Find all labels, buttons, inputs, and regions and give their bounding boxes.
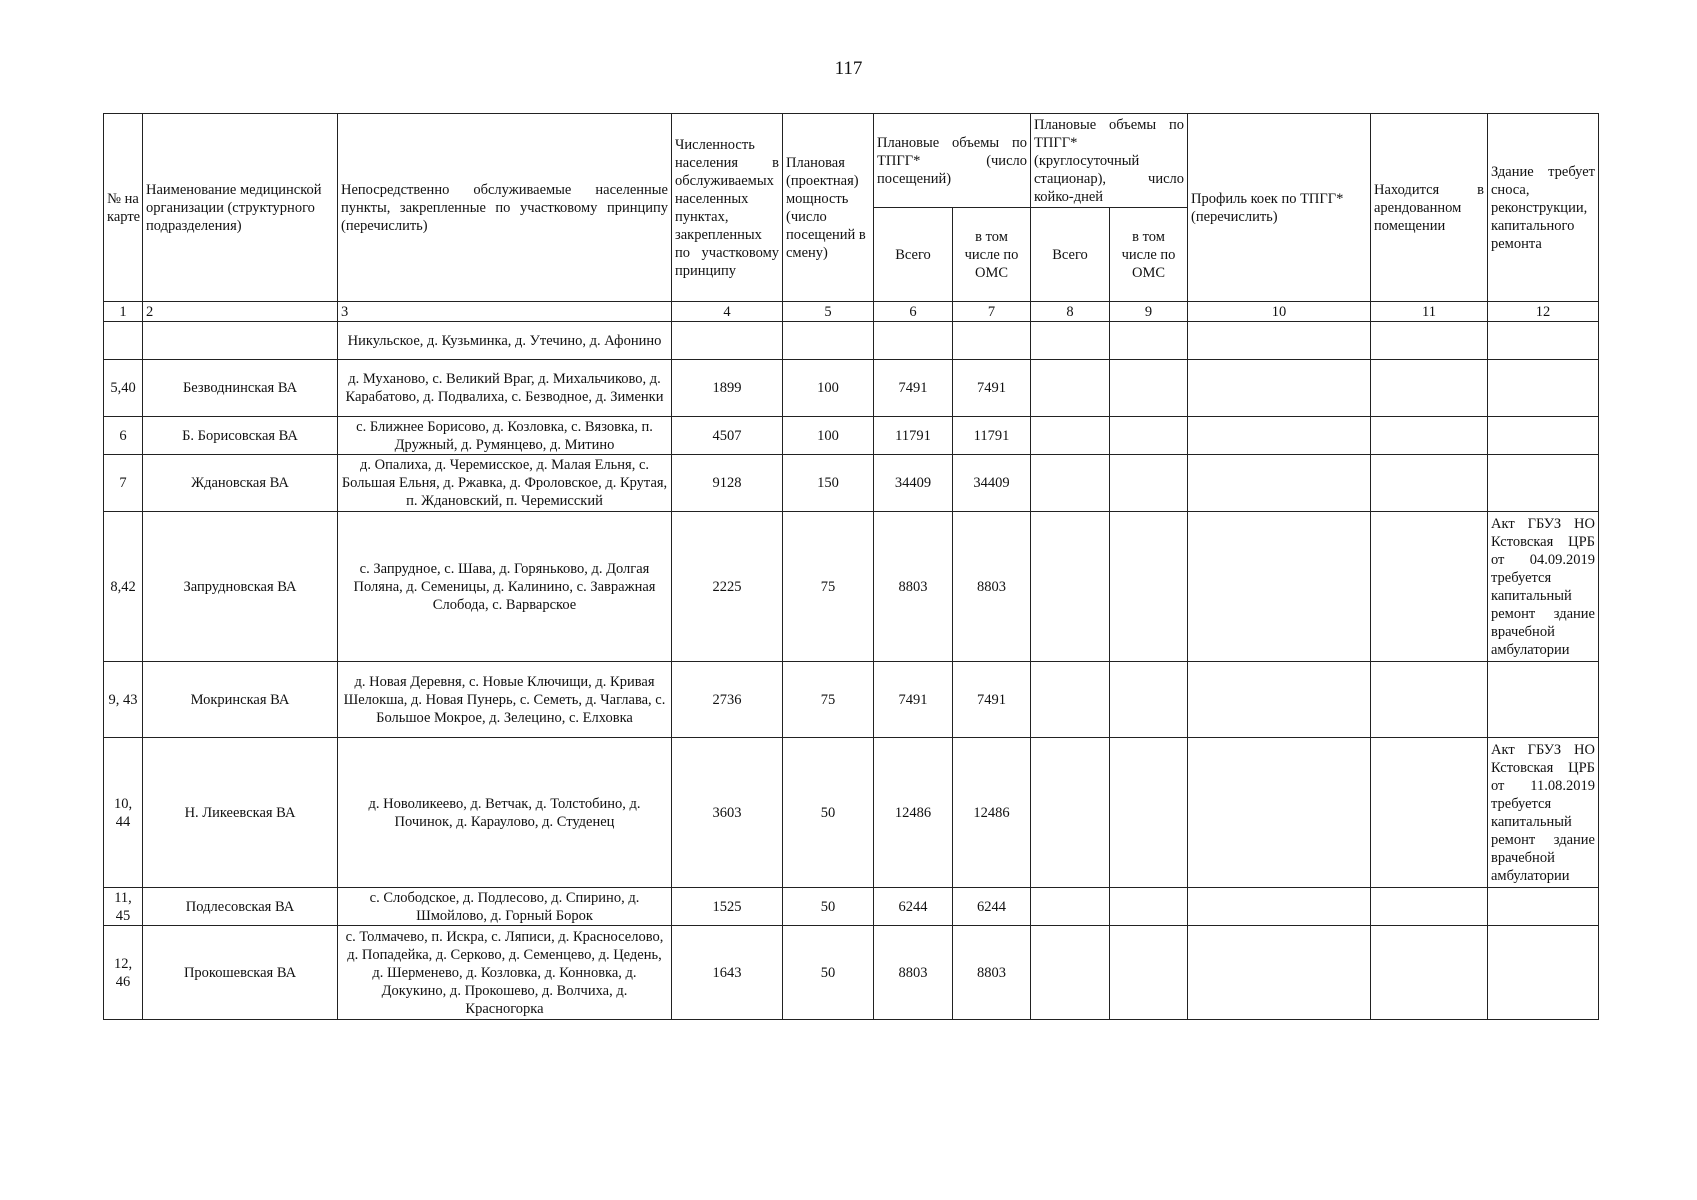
row-visits-total: 7491 (874, 662, 953, 738)
row-settlements: с. Слободское, д. Подлесово, д. Спирино, д. Шмойлово, д. Горный Борок (338, 888, 672, 926)
row-settlements: Никульское, д. Кузьминка, д. Утечино, д. Афонино (338, 322, 672, 360)
row-settlements: с. Запрудное, с. Шава, д. Горяньково, д. Долгая Поляна, д. Семеницы, д. Калинино, с. Завражная Слобода, с. Варварское (338, 512, 672, 662)
row-rented (1371, 322, 1488, 360)
row-beddays-total (1031, 417, 1110, 455)
column-number: 5 (783, 302, 874, 322)
row-visits-total (874, 322, 953, 360)
row-capacity: 50 (783, 738, 874, 888)
header-repair: Здание требует сноса, реконструкции, капитального ремонта (1488, 114, 1599, 302)
row-beddays-total (1031, 888, 1110, 926)
row-organization: Запрудновская ВА (143, 512, 338, 662)
row-rented (1371, 455, 1488, 512)
row-map-number: 7 (104, 455, 143, 512)
row-beddays-oms (1110, 455, 1188, 512)
row-visits-oms: 8803 (953, 926, 1031, 1020)
header-capacity: Плановая (проектная) мощность (число посещений в смену) (783, 114, 874, 302)
row-visits-oms: 11791 (953, 417, 1031, 455)
row-beddays-total (1031, 322, 1110, 360)
row-beddays-oms (1110, 888, 1188, 926)
row-rented (1371, 926, 1488, 1020)
row-bed-profile (1188, 512, 1371, 662)
row-beddays-total (1031, 512, 1110, 662)
row-beddays-oms (1110, 738, 1188, 888)
column-number-row (104, 302, 1599, 322)
row-capacity: 50 (783, 926, 874, 1020)
row-beddays-oms (1110, 360, 1188, 417)
row-capacity: 100 (783, 360, 874, 417)
row-bed-profile (1188, 888, 1371, 926)
row-bed-profile (1188, 926, 1371, 1020)
row-visits-total: 12486 (874, 738, 953, 888)
table-row (104, 888, 1599, 926)
column-number: 2 (143, 302, 338, 322)
row-organization: Подлесовская ВА (143, 888, 338, 926)
header-visits-oms: в том числе по ОМС (953, 208, 1031, 302)
column-number: 7 (953, 302, 1031, 322)
header-organization: Наименование медицинской организации (структурного подразделения) (143, 114, 338, 302)
header-bed-profile: Профиль коек по ТПГГ* (перечислить) (1188, 114, 1371, 302)
row-bed-profile (1188, 360, 1371, 417)
row-beddays-total (1031, 455, 1110, 512)
row-bed-profile (1188, 455, 1371, 512)
row-rented (1371, 662, 1488, 738)
row-rented (1371, 738, 1488, 888)
row-beddays-oms (1110, 512, 1188, 662)
row-population: 2225 (672, 512, 783, 662)
row-settlements: с. Толмачево, п. Искра, с. Ляписи, д. Красноселово, д. Попадейка, д. Серково, д. Семенцево, д. Цедень, д. Шерменево, д. Козловка, д. Конновка, д. Докукино, д. Прокошево, д. Волчиха, д. Красногорка (338, 926, 672, 1020)
row-repair-note (1488, 926, 1599, 1020)
row-map-number: 5,40 (104, 360, 143, 417)
page-number: 117 (834, 58, 863, 79)
row-repair-note (1488, 360, 1599, 417)
row-organization: Прокошевская ВА (143, 926, 338, 1020)
row-visits-oms: 12486 (953, 738, 1031, 888)
row-visits-total: 8803 (874, 926, 953, 1020)
row-population: 1899 (672, 360, 783, 417)
row-repair-note (1488, 417, 1599, 455)
row-beddays-oms (1110, 417, 1188, 455)
column-number: 4 (672, 302, 783, 322)
row-capacity: 100 (783, 417, 874, 455)
row-organization: Безводнинская ВА (143, 360, 338, 417)
column-number: 1 (104, 302, 143, 322)
row-map-number: 9, 43 (104, 662, 143, 738)
row-map-number: 10, 44 (104, 738, 143, 888)
row-repair-note: Акт ГБУЗ НО Кстовская ЦРБ от 04.09.2019 требуется капитальный ремонт здание врачебной амбулатории (1488, 512, 1599, 662)
row-organization: Мокринская ВА (143, 662, 338, 738)
header-planned-beddays: Плановые объемы по ТПГГ* (круглосуточный стационар), число койко-дней (1031, 114, 1188, 208)
row-visits-total: 7491 (874, 360, 953, 417)
row-capacity: 75 (783, 512, 874, 662)
row-visits-total: 6244 (874, 888, 953, 926)
header-beddays-oms: в том числе по ОМС (1110, 208, 1188, 302)
header-map-number: № на карте (104, 114, 143, 302)
row-repair-note (1488, 322, 1599, 360)
row-visits-total: 11791 (874, 417, 953, 455)
row-bed-profile (1188, 417, 1371, 455)
row-organization: Н. Ликеевская ВА (143, 738, 338, 888)
row-map-number: 8,42 (104, 512, 143, 662)
row-rented (1371, 512, 1488, 662)
row-capacity: 50 (783, 888, 874, 926)
row-organization: Ждановская ВА (143, 455, 338, 512)
row-beddays-total (1031, 662, 1110, 738)
row-bed-profile (1188, 322, 1371, 360)
column-number: 6 (874, 302, 953, 322)
row-population: 3603 (672, 738, 783, 888)
row-map-number (104, 322, 143, 360)
row-population: 1525 (672, 888, 783, 926)
header-beddays-total: Всего (1031, 208, 1110, 302)
table-row (104, 417, 1599, 455)
row-capacity: 75 (783, 662, 874, 738)
row-visits-oms: 34409 (953, 455, 1031, 512)
row-repair-note (1488, 662, 1599, 738)
column-number: 11 (1371, 302, 1488, 322)
row-population: 4507 (672, 417, 783, 455)
table-row (104, 455, 1599, 512)
row-repair-note (1488, 888, 1599, 926)
row-organization (143, 322, 338, 360)
row-bed-profile (1188, 662, 1371, 738)
row-bed-profile (1188, 738, 1371, 888)
table-row (104, 322, 1599, 360)
table-row (104, 738, 1599, 888)
row-visits-oms: 7491 (953, 662, 1031, 738)
header-population: Численность населения в обслуживаемых населенных пунктах, закрепленных по участковому принципу (672, 114, 783, 302)
table-row (104, 360, 1599, 417)
row-visits-oms: 7491 (953, 360, 1031, 417)
row-organization: Б. Борисовская ВА (143, 417, 338, 455)
row-map-number: 11, 45 (104, 888, 143, 926)
row-settlements: д. Муханово, с. Великий Враг, д. Михальчиково, д. Карабатово, д. Подвалиха, с. Безводное, д. Зименки (338, 360, 672, 417)
table-row (104, 512, 1599, 662)
row-settlements: д. Новая Деревня, с. Новые Ключищи, д. Кривая Шелокша, д. Новая Пунерь, с. Семеть, д. Чаглава, с. Большое Мокрое, д. Зелецино, с. Елховка (338, 662, 672, 738)
row-beddays-total (1031, 738, 1110, 888)
row-visits-oms: 8803 (953, 512, 1031, 662)
row-beddays-total (1031, 926, 1110, 1020)
column-number: 9 (1110, 302, 1188, 322)
row-visits-oms: 6244 (953, 888, 1031, 926)
row-map-number: 12, 46 (104, 926, 143, 1020)
row-repair-note (1488, 455, 1599, 512)
table-row (104, 926, 1599, 1020)
row-population: 2736 (672, 662, 783, 738)
row-population: 9128 (672, 455, 783, 512)
row-beddays-oms (1110, 926, 1188, 1020)
row-rented (1371, 360, 1488, 417)
row-rented (1371, 888, 1488, 926)
row-visits-total: 8803 (874, 512, 953, 662)
row-capacity: 150 (783, 455, 874, 512)
table-row (104, 662, 1599, 738)
row-settlements: д. Новоликеево, д. Ветчак, д. Толстобино, д. Починок, д. Караулово, д. Студенец (338, 738, 672, 888)
row-beddays-oms (1110, 662, 1188, 738)
row-beddays-total (1031, 360, 1110, 417)
row-beddays-oms (1110, 322, 1188, 360)
row-map-number: 6 (104, 417, 143, 455)
column-number: 10 (1188, 302, 1371, 322)
row-settlements: д. Опалиха, д. Черемисское, д. Малая Ельня, с. Большая Ельня, д. Ржавка, д. Фроловское, д. Крутая, п. Ждановский, п. Черемисский (338, 455, 672, 512)
column-number: 12 (1488, 302, 1599, 322)
column-number: 8 (1031, 302, 1110, 322)
facilities-table (103, 113, 1599, 1020)
row-capacity (783, 322, 874, 360)
row-settlements: с. Ближнее Борисово, д. Козловка, с. Вязовка, п. Дружный, д. Румянцево, д. Митино (338, 417, 672, 455)
row-population (672, 322, 783, 360)
row-visits-total: 34409 (874, 455, 953, 512)
column-number: 3 (338, 302, 672, 322)
row-visits-oms (953, 322, 1031, 360)
row-repair-note: Акт ГБУЗ НО Кстовская ЦРБ от 11.08.2019 требуется капитальный ремонт здание врачебной амбулатории (1488, 738, 1599, 888)
header-rented: Находится в арендованном помещении (1371, 114, 1488, 302)
header-visits-total: Всего (874, 208, 953, 302)
header-planned-visits: Плановые объемы по ТПГГ* (число посещений) (874, 114, 1031, 208)
row-rented (1371, 417, 1488, 455)
row-population: 1643 (672, 926, 783, 1020)
header-settlements: Непосредственно обслуживаемые населенные пункты, закрепленные по участковому принципу (перечислить) (338, 114, 672, 302)
